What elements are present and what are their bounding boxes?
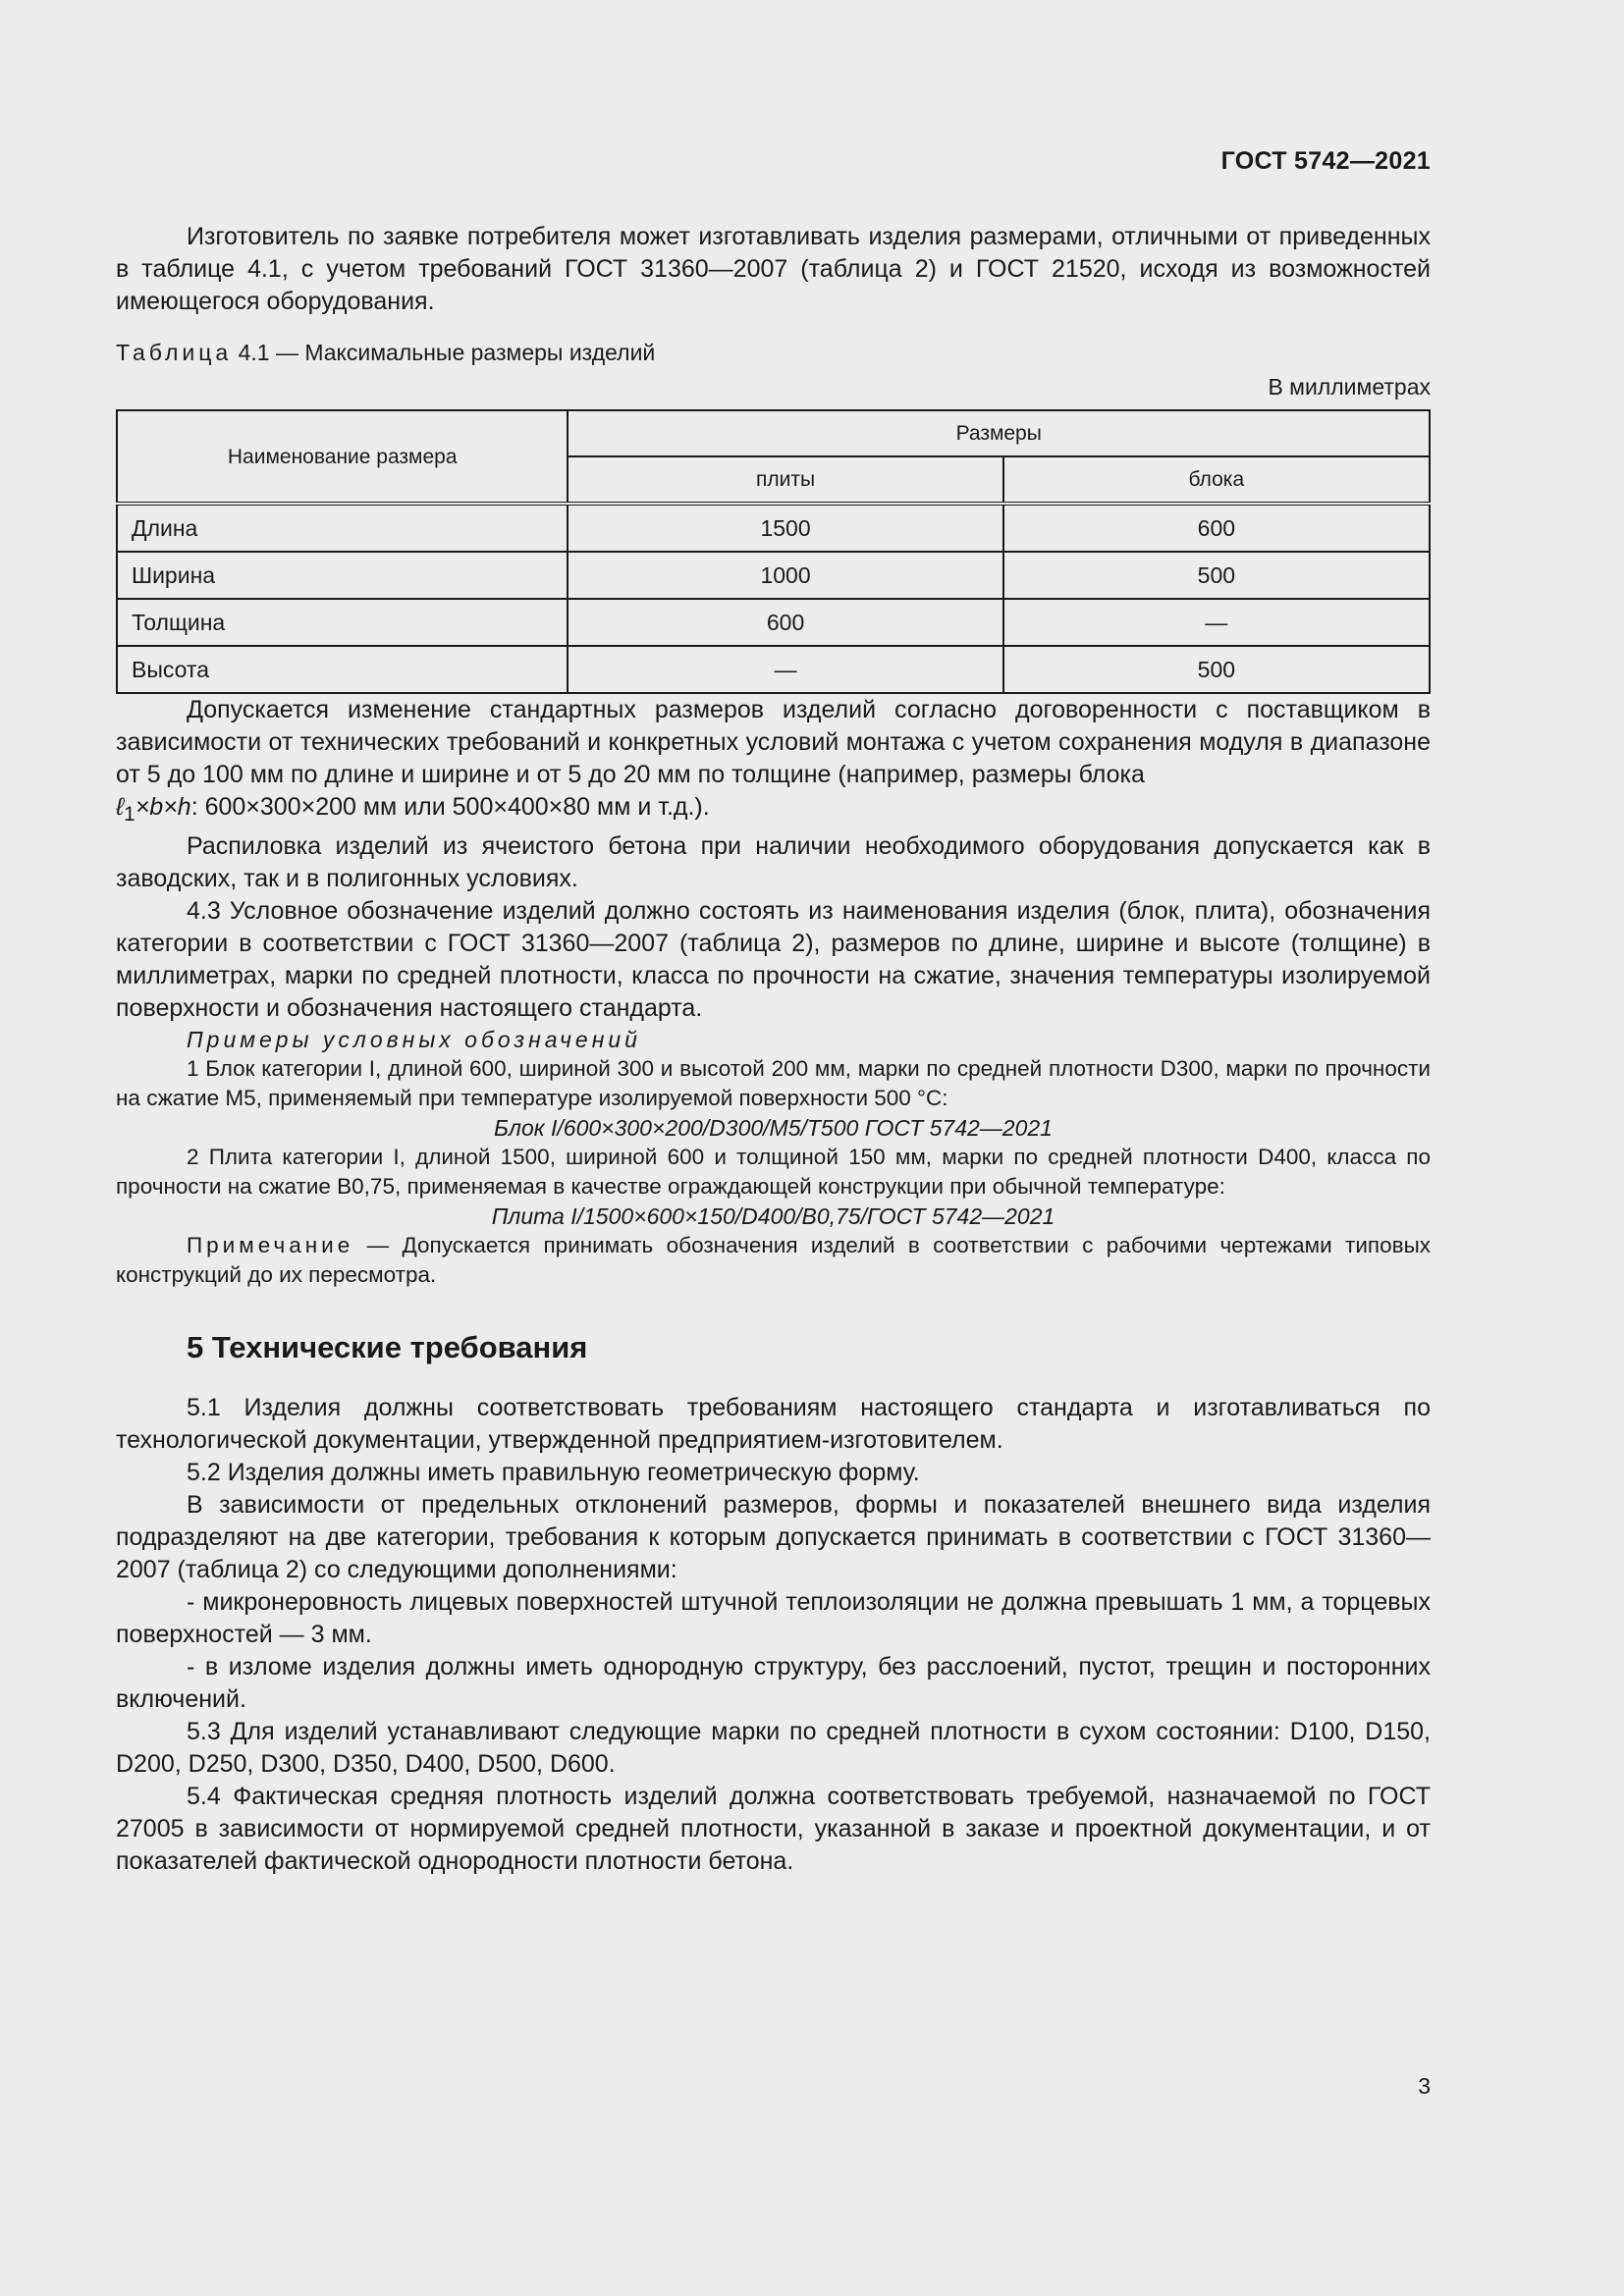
row-name: Ширина [117,552,568,599]
table-caption [116,338,1431,367]
example-2-formula: Плита I/1500×600×150/D400/B0,75/ГОСТ 5742—2021 [491,1203,1056,1229]
row-blocks-value: 500 [1003,552,1430,599]
row-plates-value: 1500 [568,504,1002,552]
example-2: 2 Плита категории I, длиной 1500, шириной 600 и толщиной 150 мм, марки по средней плотности D400, класса по прочности на сжатие B0,75, применяемая в качестве ограждающей конструкции при обычной температуре: [116,1145,1431,1199]
intro-paragraph: Изготовитель по заявке потребителя может изготавливать изделия размерами, отличными от приведенных в таблице 4.1, с учетом требований ГОСТ 31360—2007 (таблица 2) и ГОСТ 21520, исходя из возможностей имеющегося оборудования. [116,223,1431,315]
formula-var-bh: ×b×h [135,793,191,821]
header-sizes: Размеры [568,410,1430,456]
examples-title: Примеры условных обозначений [187,1027,641,1052]
row-name: Высота [117,646,568,693]
note-text: — Допускается принимать обозначения изделий в соответствии с рабочими чертежами типовых конструкций до их пересмотра. [116,1233,1431,1287]
example-1: 1 Блок категории I, длиной 600, шириной 300 и высотой 200 мм, марки по средней плотности D300, марки по прочности на сжатие М5, применяемый при температуре изолируемой поверхности 500 °С: [116,1056,1431,1110]
paragraph-size-change-text: Допускается изменение стандартных размеров изделий согласно договоренности с поставщиком в зависимости от технических требований и конкретных условий монтажа с учетом сохранения модуля в диапазоне от 5 до 100 мм по длине и ширине и от 5 до 20 мм по толщине (например, размеры блока [116,696,1431,788]
table-row [117,504,1430,552]
table-row [117,599,1430,646]
formula-var-sub: 1 [124,803,135,826]
paragraph-sawing: Распиловка изделий из ячеистого бетона при наличии необходимого оборудования допускается как в заводских, так и в полигонных условиях. [116,832,1431,892]
document-number: ГОСТ 5742—2021 [1220,147,1431,175]
header-plates: плиты [568,456,1002,504]
paragraph-4-3: 4.3 Условное обозначение изделий должно состоять из наименования изделия (блок, плита), обозначения категории в соответствии с ГОСТ 31360—2007 (таблица 2), размеров по длине, ширине и высоте (толщине) в миллиметрах, марки по средней плотности, класса по прочности на сжатие, значения температуры изолируемой поверхности и обозначения настоящего стандарта. [116,897,1431,1022]
dimensions-table [116,409,1431,694]
row-blocks-value: — [1003,599,1430,646]
row-name: Толщина [117,599,568,646]
header-size-name: Наименование размера [117,410,568,504]
row-blocks-value: 600 [1003,504,1430,552]
page-number: 3 [1418,2073,1431,2099]
page-content [116,221,1431,1878]
note [116,1231,1431,1290]
paragraph-5-2: 5.2 Изделия должны иметь правильную геометрическую форму. [187,1459,920,1486]
header-blocks: блока [1003,456,1430,504]
paragraph-bullet-1: - микронеровность лицевых поверхностей штучной теплоизоляции не должна превышать 1 мм, а торцевых поверхностей — 3 мм. [116,1588,1431,1648]
paragraph-categories: В зависимости от предельных отклонений размеров, формы и показателей внешнего вида изделия подразделяют на две категории, требования к которым допускается принимать в соответствии с ГОСТ 31360—2007 (таблица 2) со следующими дополнениями: [116,1491,1431,1583]
formula-var-l: ℓ [116,793,125,821]
table-unit: В миллиметрах [1268,374,1431,400]
row-name: Длина [117,504,568,552]
table-row [117,552,1430,599]
note-label: Примечание [187,1233,354,1257]
row-plates-value: 1000 [568,552,1002,599]
row-blocks-value: 500 [1003,646,1430,693]
row-plates-value: 600 [568,599,1002,646]
row-plates-value: — [568,646,1002,693]
table-caption-text: 4.1 — Максимальные размеры изделий [232,340,656,365]
paragraph-5-3: 5.3 Для изделий устанавливают следующие марки по средней плотности в сухом состоянии: D100, D150, D200, D250, D300, D350, D400, D500, D600. [116,1718,1431,1778]
paragraph-size-change-tail: : 600×300×200 мм или 500×400×80 мм и т.д.). [190,793,710,821]
paragraph-5-1: 5.1 Изделия должны соответствовать требованиям настоящего стандарта и изготавливаться по технологической документации, утвержденной предприятием-изготовителем. [116,1394,1431,1454]
table-row [117,646,1430,693]
example-1-formula: Блок I/600×300×200/D300/M5/T500 ГОСТ 5742—2021 [494,1115,1053,1141]
paragraph-5-4: 5.4 Фактическая средняя плотность изделий должна соответствовать требуемой, назначаемой по ГОСТ 27005 в зависимости от нормируемой средней плотности, указанной в заказе и проектной документации, и от показателей фактической однородности плотности бетона. [116,1783,1431,1875]
paragraph-size-change [116,694,1431,830]
paragraph-bullet-2: - в изломе изделия должны иметь однородную структуру, без расслоений, пустот, трещин и посторонних включений. [116,1653,1431,1713]
section-5-title: 5 Технические требования [187,1330,588,1364]
table-caption-label: Таблица [116,340,233,365]
